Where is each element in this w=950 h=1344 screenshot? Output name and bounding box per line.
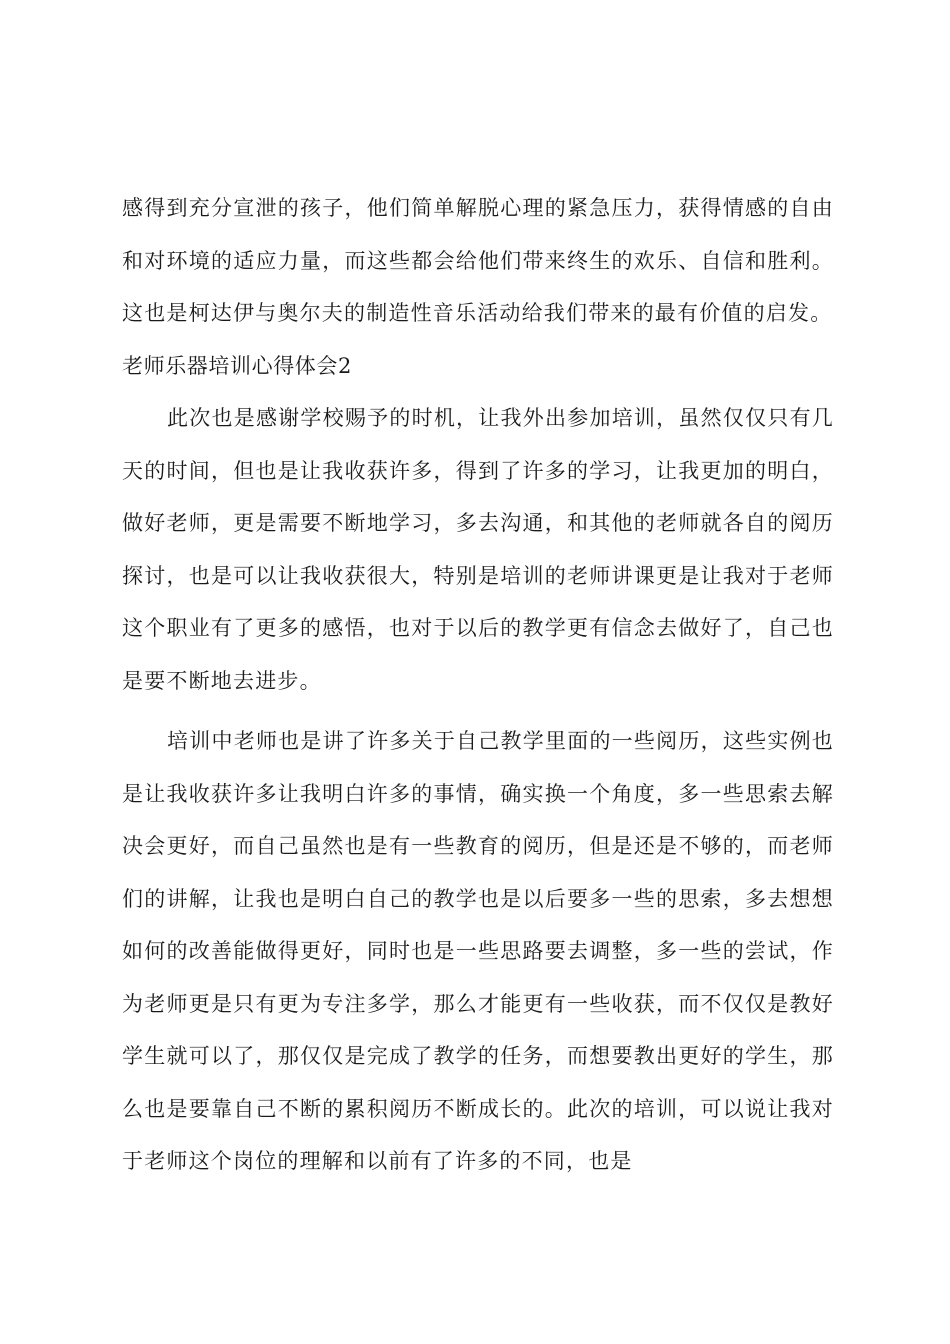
document-body — [122, 182, 834, 1188]
continued-paragraph: 感得到充分宣泄的孩子，他们简单解脱心理的紧急压力，获得情感的自由和对环境的适应力量，而这些都会给他们带来终生的欢乐、自信和胜利。这也是柯达伊与奥尔夫的制造性音乐活动给我们带来的最有价值的启发。 — [122, 196, 834, 325]
paragraph-1: 此次也是感谢学校赐予的时机，让我外出参加培训，虽然仅仅只有几天的时间，但也是让我收获许多，得到了许多的学习，让我更加的明白，做好老师，更是需要不断地学习，多去沟通，和其他的老师就各自的阅历探讨，也是可以让我收获很大，特别是培训的老师讲课更是让我对于老师这个职业有了更多的感悟，也对于以后的教学更有信念去做好了，自己也是要不断地去进步。 — [122, 406, 834, 693]
section-title: 老师乐器培训心得体会2 — [122, 353, 352, 378]
paragraph-2: 培训中老师也是讲了许多关于自己教学里面的一些阅历，这些实例也是让我收获许多让我明白许多的事情，确实换一个角度，多一些思索去解决会更好，而自己虽然也是有一些教育的阅历，但是还是不够的，而老师们的讲解，让我也是明白自己的教学也是以后要多一些的思索，多去想想如何的改善能做得更好，同时也是一些思路要去调整，多一些的尝试，作为老师更是只有更为专注多学，那么才能更有一些收获，而不仅仅是教好学生就可以了，那仅仅是完成了教学的任务，而想要教出更好的学生，那么也是要靠自己不断的累积阅历不断成长的。此次的培训，可以说让我对于老师这个岗位的理解和以前有了许多的不同，也是 — [122, 729, 834, 1173]
paragraph-spacer — [122, 707, 834, 715]
